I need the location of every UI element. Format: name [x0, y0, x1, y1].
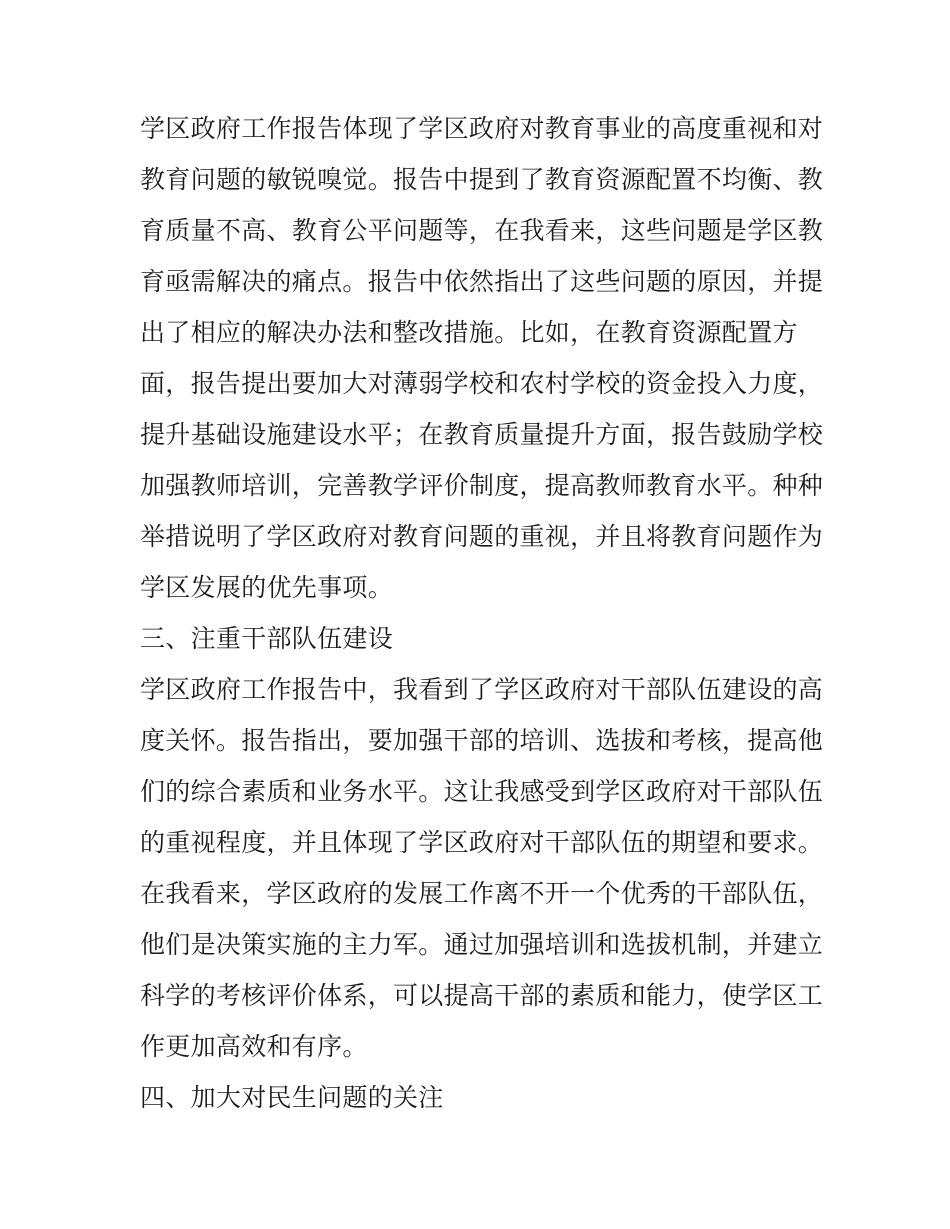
section-heading-3: 三、注重干部队伍建设 — [140, 624, 394, 653]
text-line: 提升基础设施建设水平；在教育质量提升方面，报告鼓励学校 — [140, 420, 824, 449]
text-line: 出了相应的解决办法和整改措施。比如，在教育资源配置方 — [140, 318, 798, 347]
text-line: 教育问题的敏锐嗅觉。报告中提到了教育资源配置不均衡、教 — [140, 165, 824, 194]
text-line: 作更加高效和有序。 — [140, 1032, 368, 1061]
text-line: 学区政府工作报告体现了学区政府对教育事业的高度重视和对 — [140, 114, 824, 143]
text-line: 学区发展的优先事项。 — [140, 573, 394, 602]
text-line: 面，报告提出要加大对薄弱学校和农村学校的资金投入力度， — [140, 369, 824, 398]
paragraph-education — [140, 103, 824, 613]
section-heading-4: 四、加大对民生问题的关注 — [140, 1083, 444, 1112]
text-line: 学区政府工作报告中，我看到了学区政府对干部队伍建设的高 — [140, 675, 824, 704]
text-line: 育亟需解决的痛点。报告中依然指出了这些问题的原因，并提 — [140, 267, 824, 296]
text-line: 在我看来，学区政府的发展工作离不开一个优秀的干部队伍， — [140, 879, 824, 908]
text-line: 加强教师培训，完善教学评价制度，提高教师教育水平。种种 — [140, 471, 824, 500]
text-line: 举措说明了学区政府对教育问题的重视，并且将教育问题作为 — [140, 522, 824, 551]
text-line: 他们是决策实施的主力军。通过加强培训和选拔机制，并建立 — [140, 930, 824, 959]
text-line: 度关怀。报告指出，要加强干部的培训、选拔和考核，提高他 — [140, 726, 824, 755]
text-line: 科学的考核评价体系，可以提高干部的素质和能力，使学区工 — [140, 981, 824, 1010]
text-line: 们的综合素质和业务水平。这让我感受到学区政府对干部队伍 — [140, 777, 824, 806]
text-line: 育质量不高、教育公平问题等，在我看来，这些问题是学区教 — [140, 216, 824, 245]
document-body — [140, 103, 824, 1123]
paragraph-cadre — [140, 664, 824, 1072]
text-line: 的重视程度，并且体现了学区政府对干部队伍的期望和要求。 — [140, 828, 824, 857]
